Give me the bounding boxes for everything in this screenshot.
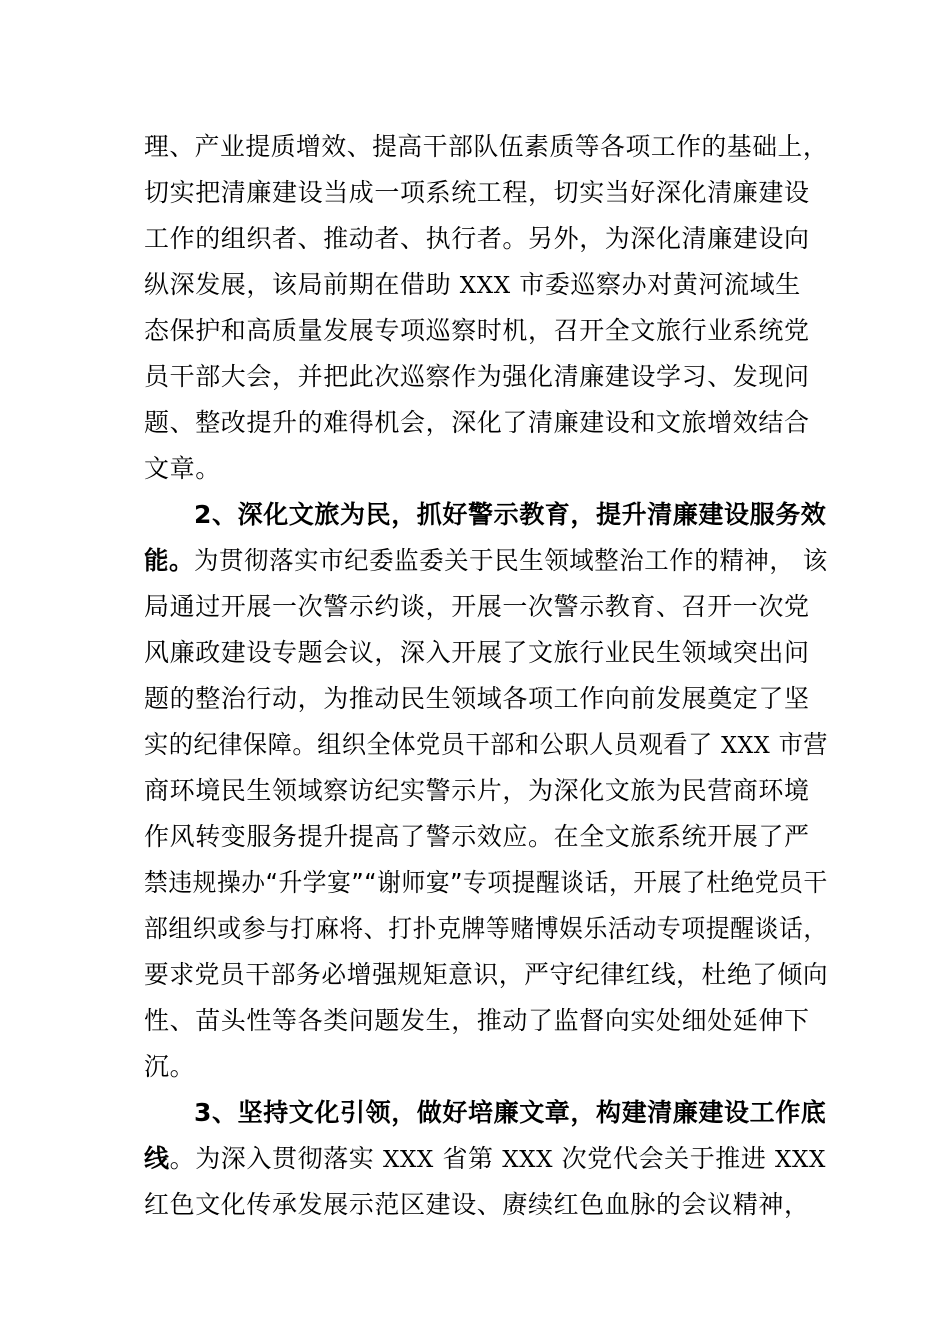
text-line [144,998,828,1044]
placeholder-text: XXX [502,1147,554,1173]
placeholder-text: XXX [459,273,511,299]
text-line [144,722,829,768]
text-line [144,400,828,446]
text-segment: 禁违规操办“升学宴”“谢师宴”专项提醒谈话，开展了杜绝党员干 [144,868,828,897]
text-segment: 沉。 [144,1052,196,1081]
text-line [144,768,828,814]
text-segment: 要求党员干部务必增强规矩意识，严守纪律红线，杜绝了倾向 [144,960,829,989]
text-segment: 文章。 [144,454,221,483]
text-segment: 工作的组织者、推动者、执行者。另外，为深化清廉建设向 [144,224,810,253]
text-line [144,1090,828,1136]
text-line [144,308,828,354]
text-line [144,354,828,400]
text-line [144,262,828,308]
text-segment: 切实把清廉建设当成一项系统工程，切实当好深化清廉建设 [144,178,810,207]
placeholder-text: XXX [721,733,771,759]
text-line [144,492,828,538]
text-segment: 风廉政建设专题会议，深入开展了文旅行业民生领域突出问 [144,638,810,667]
text-segment: 部组织或参与打麻将、打扑克牌等赌博娱乐活动专项提醒谈话， [144,914,828,943]
text-line [144,1136,828,1182]
text-segment: 理、产业提质增效、提高干部队伍素质等各项工作的基础上， [144,132,829,161]
text-line [144,584,828,630]
text-line [144,170,828,216]
text-line [144,216,828,262]
text-line [144,124,829,170]
text-line [144,676,828,722]
text-segment: 员干部大会，并把此次巡察作为强化清廉建设学习、发现问 [144,362,810,391]
text-segment: 局通过开展一次警示约谈，开展一次警示教育、召开一次党 [144,592,810,621]
text-segment: 性、苗头性等各类问题发生，推动了监督向实处细处延伸下 [144,1006,810,1035]
text-segment: 题的整治行动，为推动民生领域各项工作向前发展奠定了坚 [144,684,810,713]
text-line [144,860,828,906]
text-line [144,630,828,676]
text-segment: 商环境民生领域察访纪实警示片，为深化文旅为民营商环境 [144,776,810,805]
text-line [144,538,828,584]
bold-text-segment: 3、坚持文化引领，做好培廉文章，构建清廉建设工作底 [194,1098,827,1127]
bold-text-segment: 2、深化文旅为民，抓好警示教育，提升清廉建设服务效 [194,500,827,529]
text-line [144,1182,828,1228]
text-line [144,814,828,860]
text-segment: 实的纪律保障。组织全体党员干部和公职人员观看了 XXX 市营 [144,730,829,759]
bold-text-segment: 线 [144,1144,170,1173]
placeholder-text: XXX [382,1147,434,1173]
text-line [144,446,828,492]
text-segment: 红色文化传承发展示范区建设、赓续红色血脉的会议精神， [144,1190,810,1219]
text-line [144,952,829,998]
bold-text-segment: 能。 [144,546,195,575]
text-line [144,1044,828,1090]
text-segment: 态保护和高质量发展专项巡察时机，召开全文旅行业系统党 [144,316,810,345]
text-line [144,906,828,952]
text-segment: 。为深入贯彻落实 XXX 省第 XXX 次党代会关于推进 XXX [169,1144,826,1173]
placeholder-text: XXX [775,1147,826,1173]
text-segment: 为贯彻落实市纪委监委关于民生领域整治工作的精神， 该 [194,546,828,575]
text-segment: 作风转变服务提升提高了警示效应。在全文旅系统开展了严 [144,822,810,851]
text-segment: 题、整改提升的难得机会，深化了清廉建设和文旅增效结合 [144,408,810,437]
text-segment: 纵深发展，该局前期在借助 XXX 市委巡察办对黄河流域生 [144,270,801,299]
document-page [144,124,828,1228]
